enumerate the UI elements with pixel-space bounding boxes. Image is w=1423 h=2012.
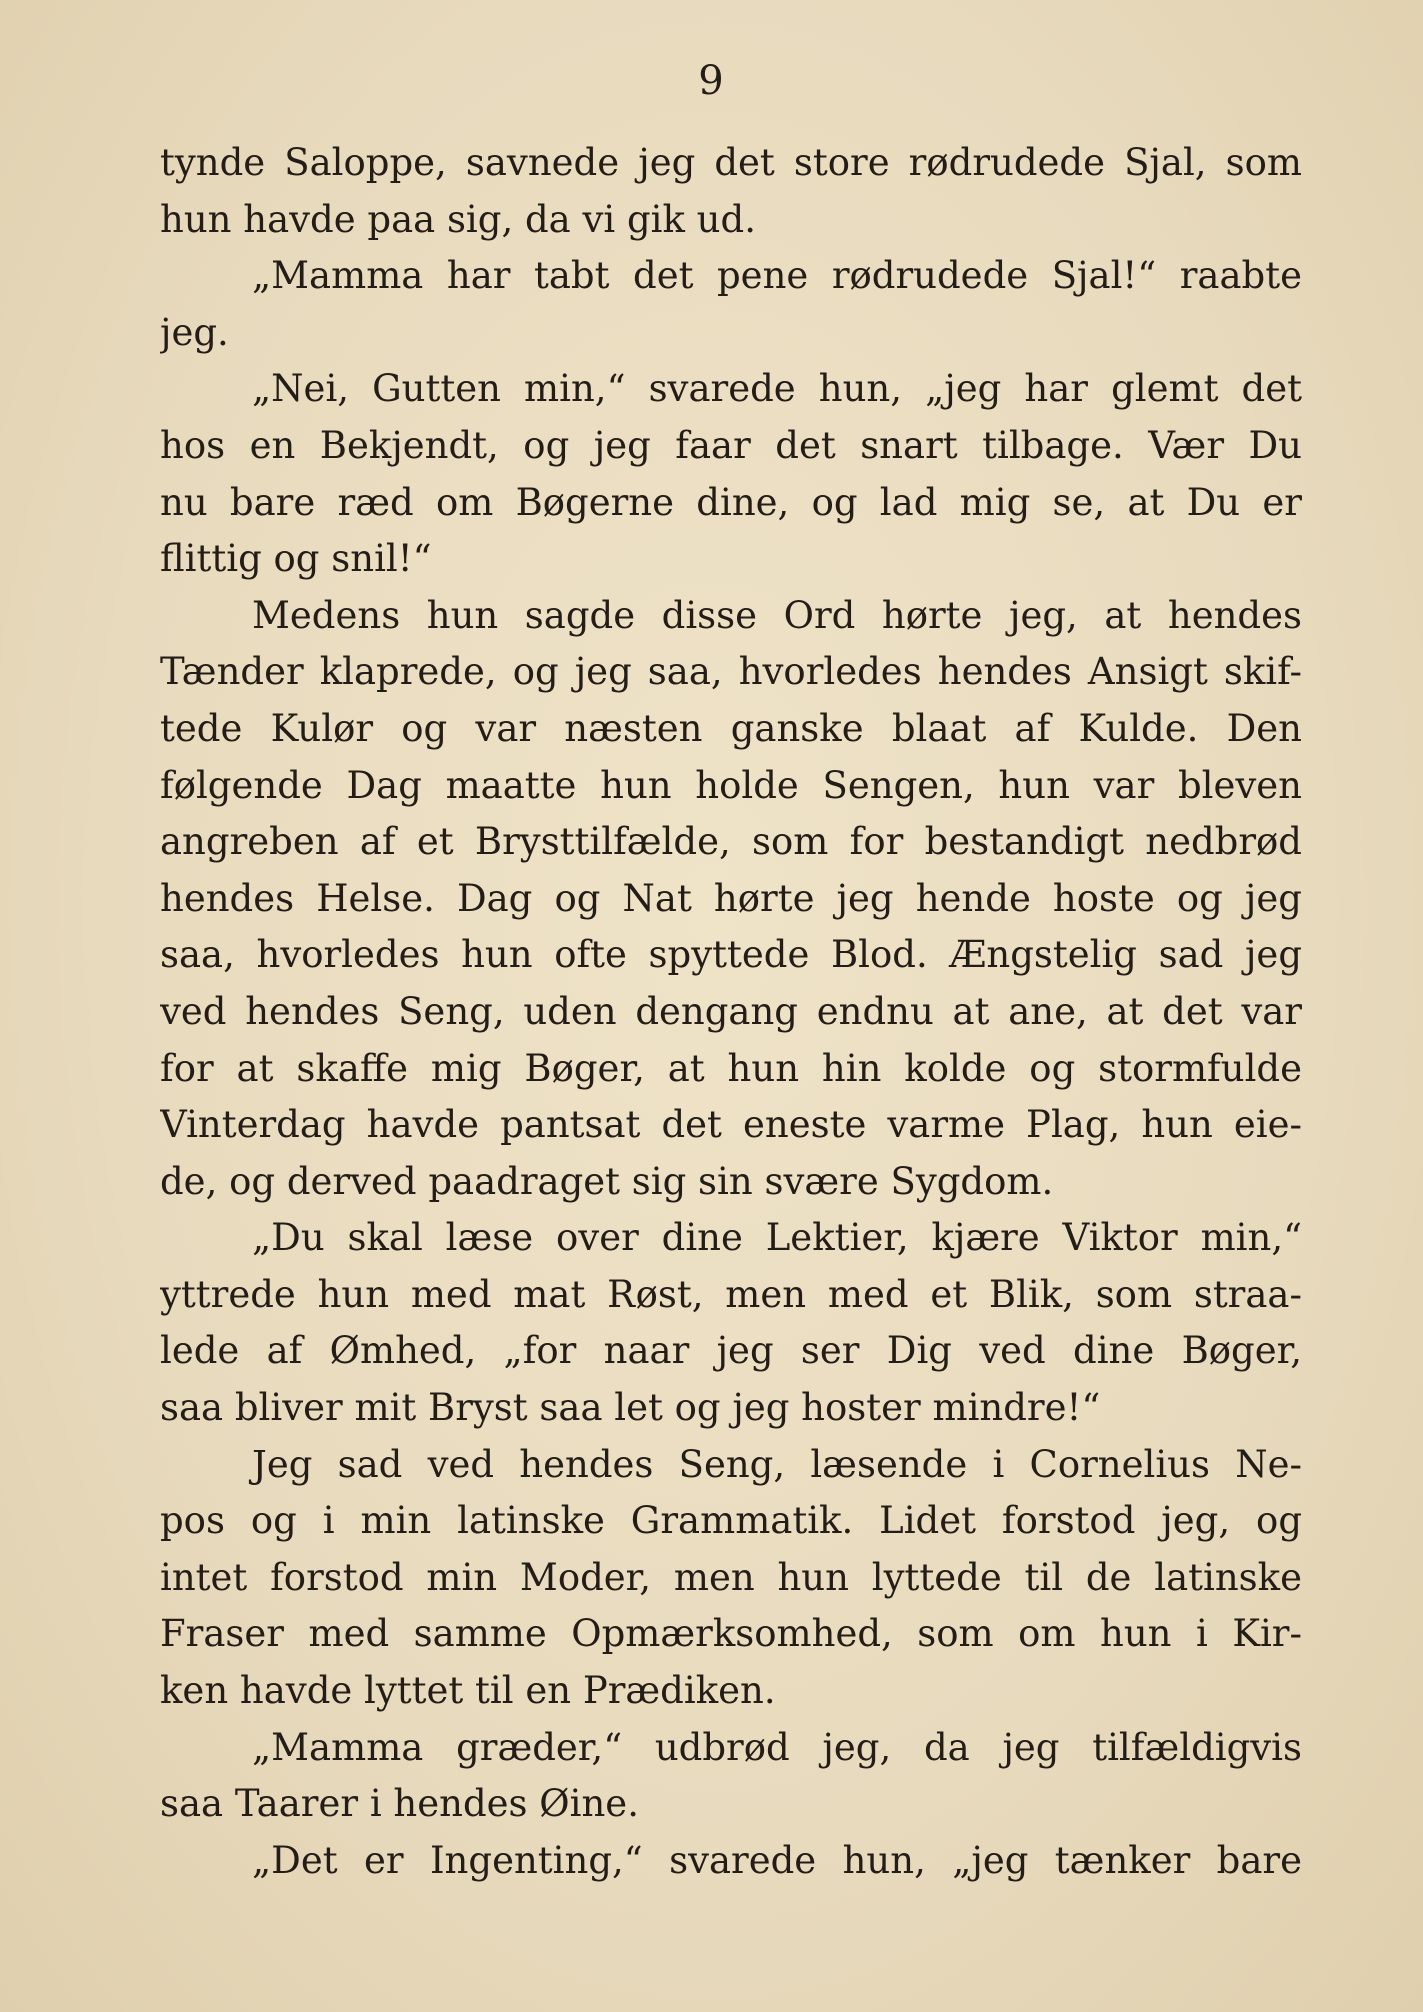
text-line: „Du skal læse over dine Lektier, kjære Viktor min,“: [252, 1216, 1302, 1260]
text-line: følgende Dag maatte hun holde Sengen, hun var bleven: [160, 763, 1302, 807]
text-line: ken havde lyttet til en Prædiken.: [160, 1669, 776, 1713]
text-line: jeg.: [160, 310, 229, 354]
text-line: tynde Saloppe, savnede jeg det store rødrudede Sjal, som: [160, 141, 1302, 184]
page-number: 9: [698, 58, 725, 104]
text-line: nu bare ræd om Bøgerne dine, og lad mig se, at Du er: [160, 480, 1302, 524]
text-line: saa, hvorledes hun ofte spyttede Blod. Ængstelig sad jeg: [160, 933, 1302, 977]
text-line: for at skaffe mig Bøger, at hun hin kolde og stormfulde: [160, 1046, 1302, 1090]
text-line: Vinterdag havde pantsat det eneste varme Plag, hun eie-: [160, 1103, 1302, 1147]
text-line: Medens hun sagde disse Ord hørte jeg, at hendes: [252, 593, 1302, 637]
text-line: saa bliver mit Bryst saa let og jeg hoster mindre!“: [160, 1386, 1101, 1430]
text-line: tede Kulør og var næsten ganske blaat af Kulde. Den: [160, 706, 1302, 750]
text-line: saa Taarer i hendes Øine.: [160, 1782, 639, 1826]
text-line: yttrede hun med mat Røst, men med et Blik, som straa-: [160, 1272, 1302, 1316]
text-line: lede af Ømhed, „for naar jeg ser Dig ved dine Bøger,: [160, 1329, 1302, 1373]
text-line: ved hendes Seng, uden dengang endnu at ane, at det var: [160, 989, 1302, 1033]
text-line: angreben af et Brysttilfælde, som for bestandigt nedbrød: [160, 820, 1302, 864]
text-line: pos og i min latinske Grammatik. Lidet forstod jeg, og: [160, 1499, 1302, 1543]
body-text: [160, 135, 1302, 1889]
text-line: Tænder klaprede, og jeg saa, hvorledes hendes Ansigt skif-: [160, 650, 1302, 694]
text-line: hendes Helse. Dag og Nat hørte jeg hende hoste og jeg: [160, 876, 1302, 920]
text-line: flittig og snil!“: [160, 537, 432, 581]
text-line: „Det er Ingenting,“ svarede hun, „jeg tænker bare: [252, 1838, 1302, 1882]
text-line: Jeg sad ved hendes Seng, læsende i Cornelius Ne-: [252, 1442, 1302, 1486]
text-line: hos en Bekjendt, og jeg faar det snart tilbage. Vær Du: [160, 423, 1302, 467]
text-line: Fraser med samme Opmærksomhed, som om hun i Kir-: [160, 1612, 1302, 1656]
text-line: „Mamma græder,“ udbrød jeg, da jeg tilfældigvis: [252, 1725, 1302, 1769]
text-line: „Mamma har tabt det pene rødrudede Sjal!“ raabte: [252, 254, 1302, 298]
text-line: de, og derved paadraget sig sin svære Sygdom.: [160, 1159, 1054, 1203]
text-line: „Nei, Gutten min,“ svarede hun, „jeg har glemt det: [252, 367, 1302, 411]
text-line: intet forstod min Moder, men hun lyttede til de latinske: [160, 1555, 1302, 1599]
text-line: hun havde paa sig, da vi gik ud.: [160, 197, 756, 241]
